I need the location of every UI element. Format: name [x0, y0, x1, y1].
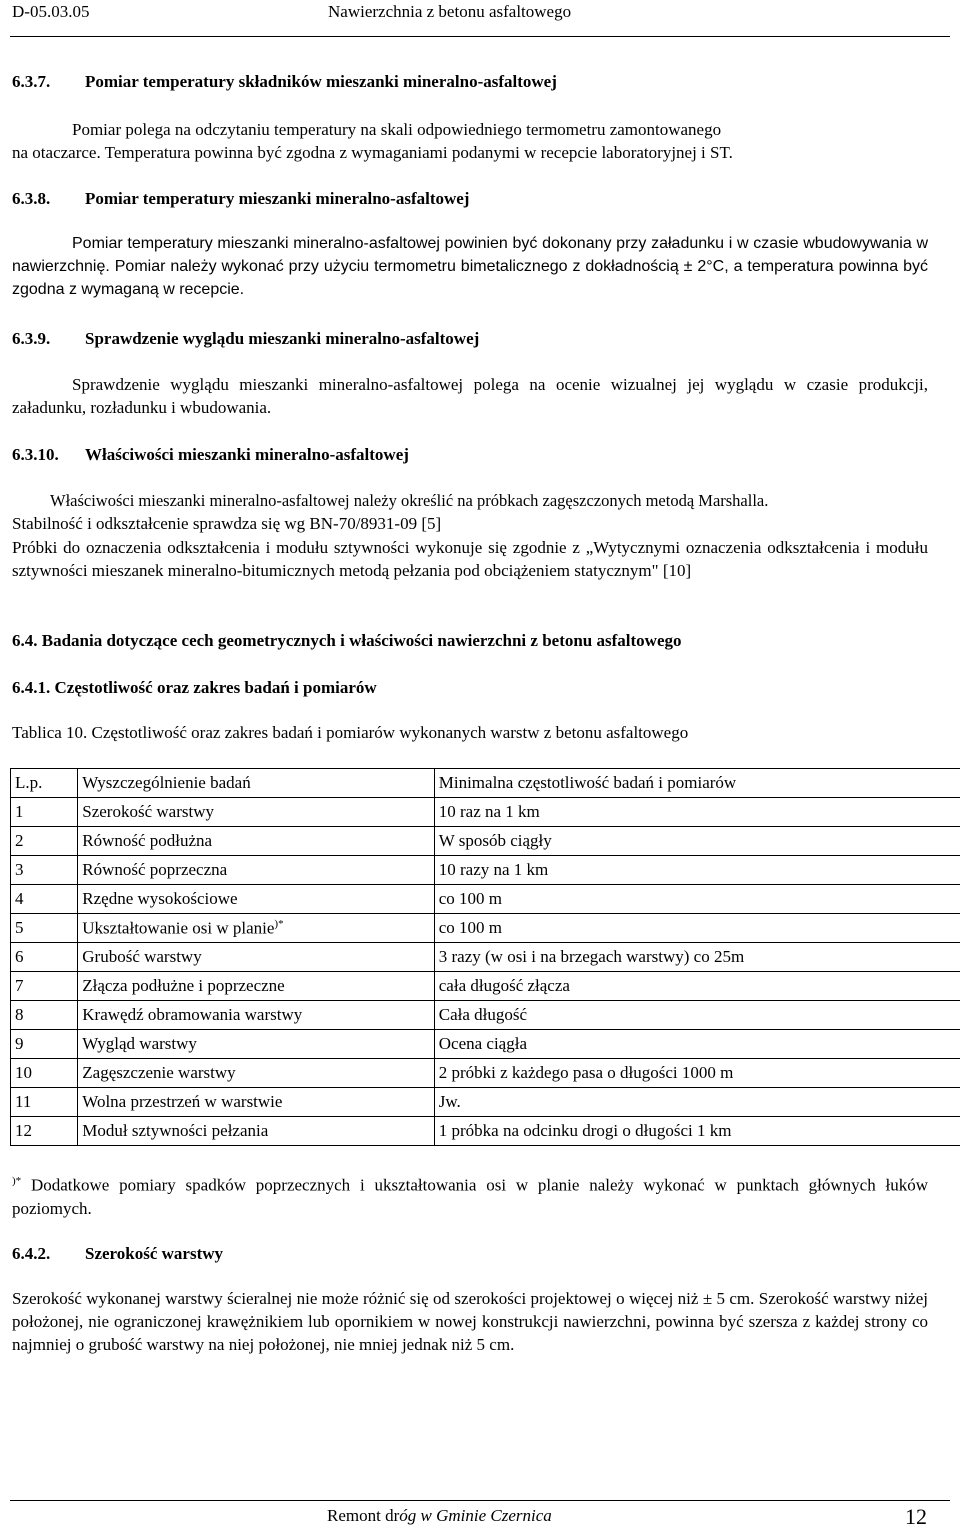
table-header-row: [11, 769, 960, 798]
row-frequency: W sposób ciągły: [434, 827, 960, 856]
section-6-3-7-heading: [12, 70, 928, 93]
row-number: 11: [11, 1088, 78, 1117]
row-number: 8: [11, 1001, 78, 1030]
section-title: Pomiar temperatury mieszanki mineralno-asfaltowej: [85, 189, 470, 208]
section-number: 6.3.9.: [12, 329, 51, 348]
section-6-4-heading: 6.4. Badania dotyczące cech geometrycznych i właściwości nawierzchni z betonu asfaltowego: [12, 631, 682, 650]
row-frequency: Jw.: [434, 1088, 960, 1117]
section-number: 6.3.7.: [12, 72, 51, 91]
section-6-4-2-heading: [12, 1242, 928, 1265]
table-row: [11, 914, 960, 943]
table-row: [11, 885, 960, 914]
row-frequency: 10 razy na 1 km: [434, 856, 960, 885]
row-frequency: 1 próbka na odcinku drogi o długości 1 km: [434, 1117, 960, 1146]
row-frequency: 10 raz na 1 km: [434, 798, 960, 827]
section-6-3-7-line2: na otaczarce. Temperatura powinna być zgodna z wymaganiami podanymi w recepcie laboratoryjnej i ST.: [12, 143, 733, 162]
table-row: [11, 1001, 960, 1030]
row-frequency: 2 próbki z każdego pasa o długości 1000 m: [434, 1059, 960, 1088]
document-title: Nawierzchnia z betonu asfaltowego: [328, 2, 572, 21]
row-test: Złącza podłużne i poprzeczne: [78, 972, 434, 1001]
row-frequency: co 100 m: [434, 914, 960, 943]
row-number: 10: [11, 1059, 78, 1088]
row-number: 7: [11, 972, 78, 1001]
footer-rule: [10, 1500, 950, 1501]
row-test: Równość podłużna: [78, 827, 434, 856]
row-frequency: cała długość złącza: [434, 972, 960, 1001]
table-row: [11, 1117, 960, 1146]
table-row: [11, 1088, 960, 1117]
page-footer: [0, 1496, 960, 1531]
page-header: [0, 0, 960, 40]
row-test: [78, 914, 434, 943]
footer-text-b: óg w Gminie Czernica: [399, 1506, 552, 1525]
section-6-3-7-line1: [12, 118, 928, 141]
footnote-text: Dodatkowe pomiary spadków poprzecznych i ukształtowania osi w planie należy wykonać w punktach głównych łuków poziomych.: [12, 1175, 929, 1218]
section-6-3-10-paragraph3: Próbki do oznaczenia odkształcenia i modułu sztywności wykonuje się zgodnie z „Wytycznymi oznaczenia odkształcenia i modułu sztywności mieszanek mineralno-bitumicznych metodą pełzania pod obciążeniem statycznym" [10]: [12, 538, 928, 580]
section-6-3-10-paragraph1: Właściwości mieszanki mineralno-asfaltowej należy określić na próbkach zagęszczonych metodą Marshalla.: [50, 491, 769, 510]
table-row: [11, 827, 960, 856]
row-number: 1: [11, 798, 78, 827]
footnote-mark: )*: [274, 917, 284, 930]
footnote-mark: )*: [12, 1175, 22, 1187]
row-frequency: 3 razy (w osi i na brzegach warstwy) co 25m: [434, 943, 960, 972]
section-title: Właściwości mieszanki mineralno-asfaltowej: [85, 445, 409, 464]
table-row: [11, 1030, 960, 1059]
section-6-3-9-heading: [12, 327, 928, 350]
row-test: Moduł sztywności pełzania: [78, 1117, 434, 1146]
table-row: [11, 972, 960, 1001]
document-code: D-05.03.05: [12, 2, 90, 21]
section-number: 6.4.2.: [12, 1244, 51, 1263]
section-6-3-8-heading: [12, 187, 928, 210]
table-row: [11, 943, 960, 972]
footer-text: [327, 1506, 552, 1526]
section-6-4-1-heading: 6.4.1. Częstotliwość oraz zakres badań i pomiarów: [12, 678, 377, 697]
row-test: Zagęszczenie warstwy: [78, 1059, 434, 1088]
section-6-3-10-paragraph2: Stabilność i odkształcenie sprawdza się wg BN-70/8931-09 [5]: [12, 514, 442, 533]
row-test: Równość poprzeczna: [78, 856, 434, 885]
section-6-4-2-paragraph: Szerokość wykonanej warstwy ścieralnej nie może różnić się od szerokości projektowej o więcej niż ± 5 cm. Szerokość warstwy niżej położonej, nie ograniczonej krawężnikiem lub opornikiem w nowej konstrukcji nawierzchni, powinna być szersza z każdej strony co najmniej o grubość warstwy na niej położonej, nie mniej jednak niż 5 cm.: [12, 1289, 928, 1354]
paragraph-text: Pomiar polega na odczytaniu temperatury na skali odpowiedniego termometru zamontowanego: [72, 120, 722, 139]
section-title: Szerokość warstwy: [85, 1244, 224, 1263]
table-row: [11, 1059, 960, 1088]
header-cell-frequency: Minimalna częstotliwość badań i pomiarów: [434, 769, 960, 798]
section-6-3-9-paragraph: Sprawdzenie wyglądu mieszanki mineralno-asfaltowej polega na ocenie wizualnej jej wyglądu w czasie produkcji, załadunku, rozładunku i wbudowania.: [12, 375, 928, 417]
table-row: [11, 798, 960, 827]
header-cell-lp: L.p.: [11, 769, 78, 798]
row-test-text: Ukształtowanie osi w planie: [82, 918, 275, 938]
table-row: [11, 856, 960, 885]
header-cell-test: Wyszczególnienie badań: [78, 769, 434, 798]
row-frequency: Ocena ciągła: [434, 1030, 960, 1059]
header-rule: [10, 36, 950, 37]
row-number: 6: [11, 943, 78, 972]
row-frequency: Cała długość: [434, 1001, 960, 1030]
row-test: Wygląd warstwy: [78, 1030, 434, 1059]
frequency-table: [10, 768, 960, 1146]
row-test: Wolna przestrzeń w warstwie: [78, 1088, 434, 1117]
row-test: Szerokość warstwy: [78, 798, 434, 827]
section-6-3-10-heading: [12, 443, 928, 466]
table-footnote: [12, 1170, 928, 1220]
row-test: Rzędne wysokościowe: [78, 885, 434, 914]
section-number: 6.3.8.: [12, 189, 51, 208]
table-caption: Tablica 10. Częstotliwość oraz zakres badań i pomiarów wykonanych warstw z betonu asfaltowego: [12, 723, 689, 742]
row-test: Grubość warstwy: [78, 943, 434, 972]
page-number: 12: [905, 1504, 927, 1529]
row-test: Krawędź obramowania warstwy: [78, 1001, 434, 1030]
row-number: 3: [11, 856, 78, 885]
row-number: 5: [11, 914, 78, 943]
row-number: 2: [11, 827, 78, 856]
section-number: 6.3.10.: [12, 445, 59, 464]
row-number: 12: [11, 1117, 78, 1146]
section-6-3-8-paragraph: Pomiar temperatury mieszanki mineralno-asfaltowej powinien być dokonany przy załadunku i w czasie wbudowywania w nawierzchnię. Pomiar należy wykonać przy użyciu termometru bimetalicznego z dokładnością ± 2°C, a temperatura powinna być zgodna z wymaganą w recepcie.: [12, 235, 928, 298]
row-number: 9: [11, 1030, 78, 1059]
section-title: Pomiar temperatury składników mieszanki mineralno-asfaltowej: [85, 72, 557, 91]
row-number: 4: [11, 885, 78, 914]
section-title: Sprawdzenie wyglądu mieszanki mineralno-asfaltowej: [85, 329, 480, 348]
row-frequency: co 100 m: [434, 885, 960, 914]
footer-text-a: Remont dr: [327, 1506, 400, 1525]
